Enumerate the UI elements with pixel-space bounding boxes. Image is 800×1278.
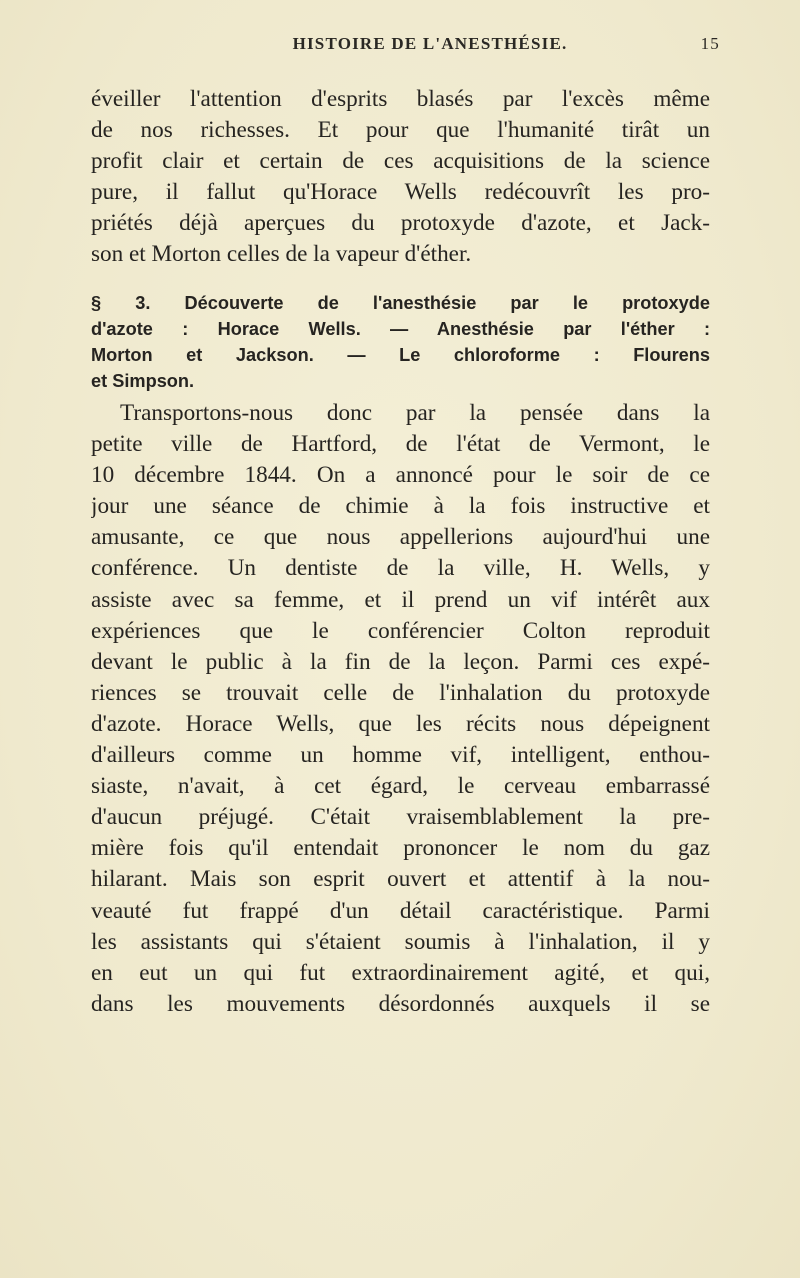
text-line: jour une séance de chimie à la fois instructive et bbox=[91, 493, 710, 520]
text-line: conférence. Un dentiste de la ville, H. Wells, y bbox=[91, 555, 710, 582]
text-line: petite ville de Hartford, de l'état de Vermont, le bbox=[91, 431, 710, 458]
heading-line: Morton et Jackson. — Le chloroforme : Flourens bbox=[91, 345, 710, 365]
text-line: en eut un qui fut extraordinairement agité, et qui, bbox=[91, 959, 710, 986]
text-line: 10 décembre 1844. On a annoncé pour le soir de ce bbox=[91, 462, 710, 489]
text-line: d'ailleurs comme un homme vif, intelligent, enthou- bbox=[91, 742, 710, 769]
text-line: priétés déjà aperçues du protoxyde d'azote, et Jack- bbox=[91, 210, 710, 237]
page-number: 15 bbox=[700, 34, 720, 53]
running-head bbox=[90, 34, 720, 58]
heading-line: d'azote : Horace Wells. — Anesthésie par l'éther : bbox=[91, 319, 710, 339]
text-line: de nos richesses. Et pour que l'humanité tirât un bbox=[91, 117, 710, 144]
text-line: siaste, n'avait, à cet égard, le cerveau embarrassé bbox=[91, 773, 710, 800]
text-line: les assistants qui s'étaient soumis à l'inhalation, il y bbox=[91, 928, 710, 955]
section-heading bbox=[91, 290, 710, 394]
text-line: d'azote. Horace Wells, que les récits nous dépeignent bbox=[91, 710, 710, 737]
text-line: expériences que le conférencier Colton reproduit bbox=[91, 617, 710, 644]
text-line: éveiller l'attention d'esprits blasés par l'excès même bbox=[91, 86, 710, 112]
text-line: dans les mouvements désordonnés auxquels il se bbox=[91, 990, 710, 1017]
paragraph-1 bbox=[91, 84, 710, 271]
text-line: pure, il fallut qu'Horace Wells redécouvrît les pro- bbox=[91, 179, 710, 206]
text-line: son et Morton celles de la vapeur d'éther. bbox=[91, 241, 472, 268]
text-line: riences se trouvait celle de l'inhalation du protoxyde bbox=[91, 679, 710, 706]
text-line: assiste avec sa femme, et il prend un vif intérêt aux bbox=[91, 586, 710, 613]
running-head-title: HISTOIRE DE L'ANESTHÉSIE. bbox=[292, 34, 568, 53]
heading-line: et Simpson. bbox=[91, 371, 195, 391]
text-line: amusante, ce que nous appellerions aujourd'hui une bbox=[91, 524, 710, 551]
paragraph-2 bbox=[91, 398, 710, 1020]
heading-line: § 3. Découverte de l'anesthésie par le protoxyde bbox=[91, 293, 710, 313]
text-line: profit clair et certain de ces acquisitions de la science bbox=[91, 148, 710, 175]
text-line: hilarant. Mais son esprit ouvert et attentif à la nou- bbox=[91, 866, 710, 893]
text-line: veauté fut frappé d'un détail caractéristique. Parmi bbox=[91, 897, 710, 924]
text-line: Transportons-nous donc par la pensée dans la bbox=[120, 400, 710, 426]
text-line: devant le public à la fin de la leçon. Parmi ces expé- bbox=[91, 648, 710, 675]
text-line: mière fois qu'il entendait prononcer le nom du gaz bbox=[91, 835, 710, 862]
text-line: d'aucun préjugé. C'était vraisemblablement la pre- bbox=[91, 804, 710, 831]
